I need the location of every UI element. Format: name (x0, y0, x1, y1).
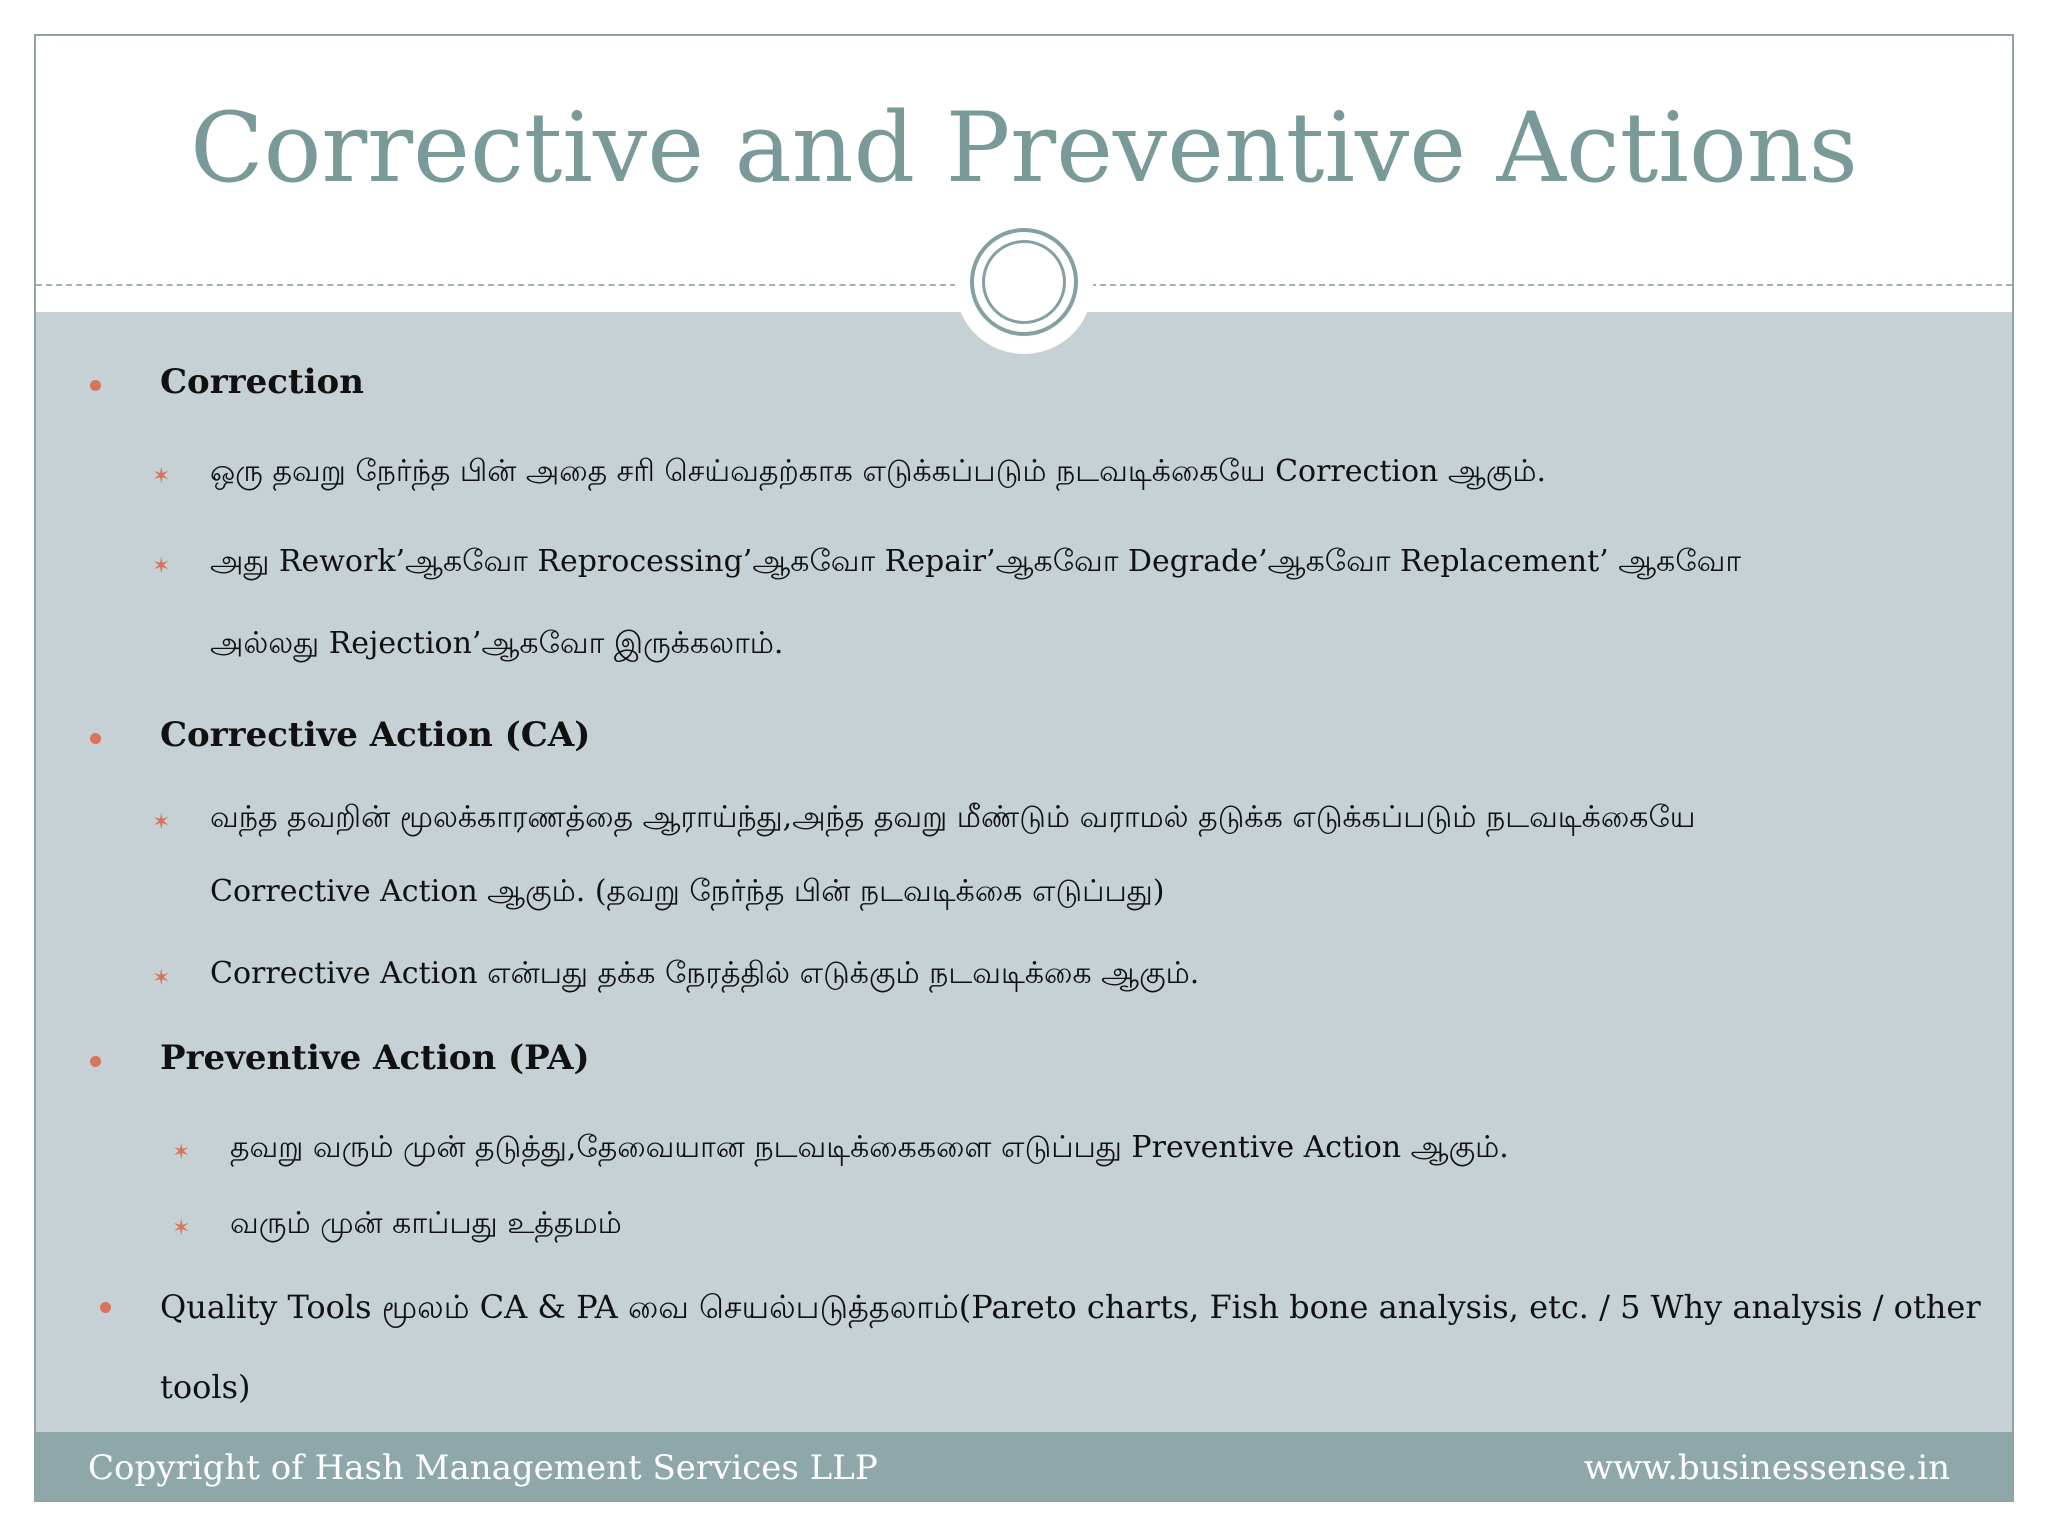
ca-item-1-cont: Corrective Action ஆகும். (தவறு நேர்ந்த பின் நடவடிக்கை எடுப்பது) (210, 874, 1165, 909)
bullet-dot-icon (90, 1056, 101, 1067)
pa-item-2: வரும் முன் காப்பது உத்தமம் (230, 1206, 622, 1241)
correction-item-2-cont: அல்லது Rejection’ஆகவோ இருக்கலாம். (210, 626, 784, 661)
bullet-dot-icon (100, 1302, 111, 1313)
section-heading-preventive-action: Preventive Action (PA) (160, 1038, 590, 1078)
bullet-dot-icon (90, 380, 101, 391)
pa-item-1: தவறு வரும் முன் தடுத்து,தேவையான நடவடிக்கைகளை எடுப்பது Preventive Action ஆகும். (230, 1130, 1509, 1165)
quality-tools-line-1: Quality Tools மூலம் CA & PA வை செயல்படுத்தலாம்(Pareto charts, Fish bone analysis, etc. / 5 Why analysis / other (160, 1288, 1981, 1326)
star-bullet-icon: ✶ (172, 1140, 191, 1165)
title-divider-right (1090, 284, 2012, 286)
slide-title: Corrective and Preventive Actions (190, 92, 1858, 204)
footer-copyright: Copyright of Hash Management Services LLP (88, 1448, 878, 1488)
star-bullet-icon: ✶ (152, 810, 171, 835)
star-bullet-icon: ✶ (152, 966, 171, 991)
correction-item-1: ஒரு தவறு நேர்ந்த பின் அதை சரி செய்வதற்காக எடுக்கப்படும் நடவடிக்கையே Correction ஆகும். (210, 454, 1546, 489)
title-divider-left (36, 284, 956, 286)
section-heading-corrective-action: Corrective Action (CA) (160, 715, 591, 755)
quality-tools-line-2: tools) (160, 1368, 251, 1406)
star-bullet-icon: ✶ (172, 1216, 191, 1241)
star-bullet-icon: ✶ (152, 464, 171, 489)
star-bullet-icon: ✶ (152, 554, 171, 579)
bullet-dot-icon (90, 733, 101, 744)
footer-bar (36, 1432, 2012, 1500)
correction-item-2: அது Rework’ஆகவோ Reprocessing’ஆகவோ Repair’ஆகவோ Degrade’ஆகவோ Replacement’ ஆகவோ (210, 544, 1742, 579)
divider-inner-circle-icon (982, 240, 1066, 324)
footer-website: www.businessense.in (1583, 1448, 1950, 1488)
ca-item-2: Corrective Action என்பது தக்க நேரத்தில் எடுக்கும் நடவடிக்கை ஆகும். (210, 956, 1200, 991)
ca-item-1: வந்த தவறின் மூலக்காரணத்தை ஆராய்ந்து,அந்த தவறு மீண்டும் வராமல் தடுக்க எடுக்கப்படும் நடவடிக்கையே (210, 800, 1696, 835)
section-heading-correction: Correction (160, 362, 364, 402)
